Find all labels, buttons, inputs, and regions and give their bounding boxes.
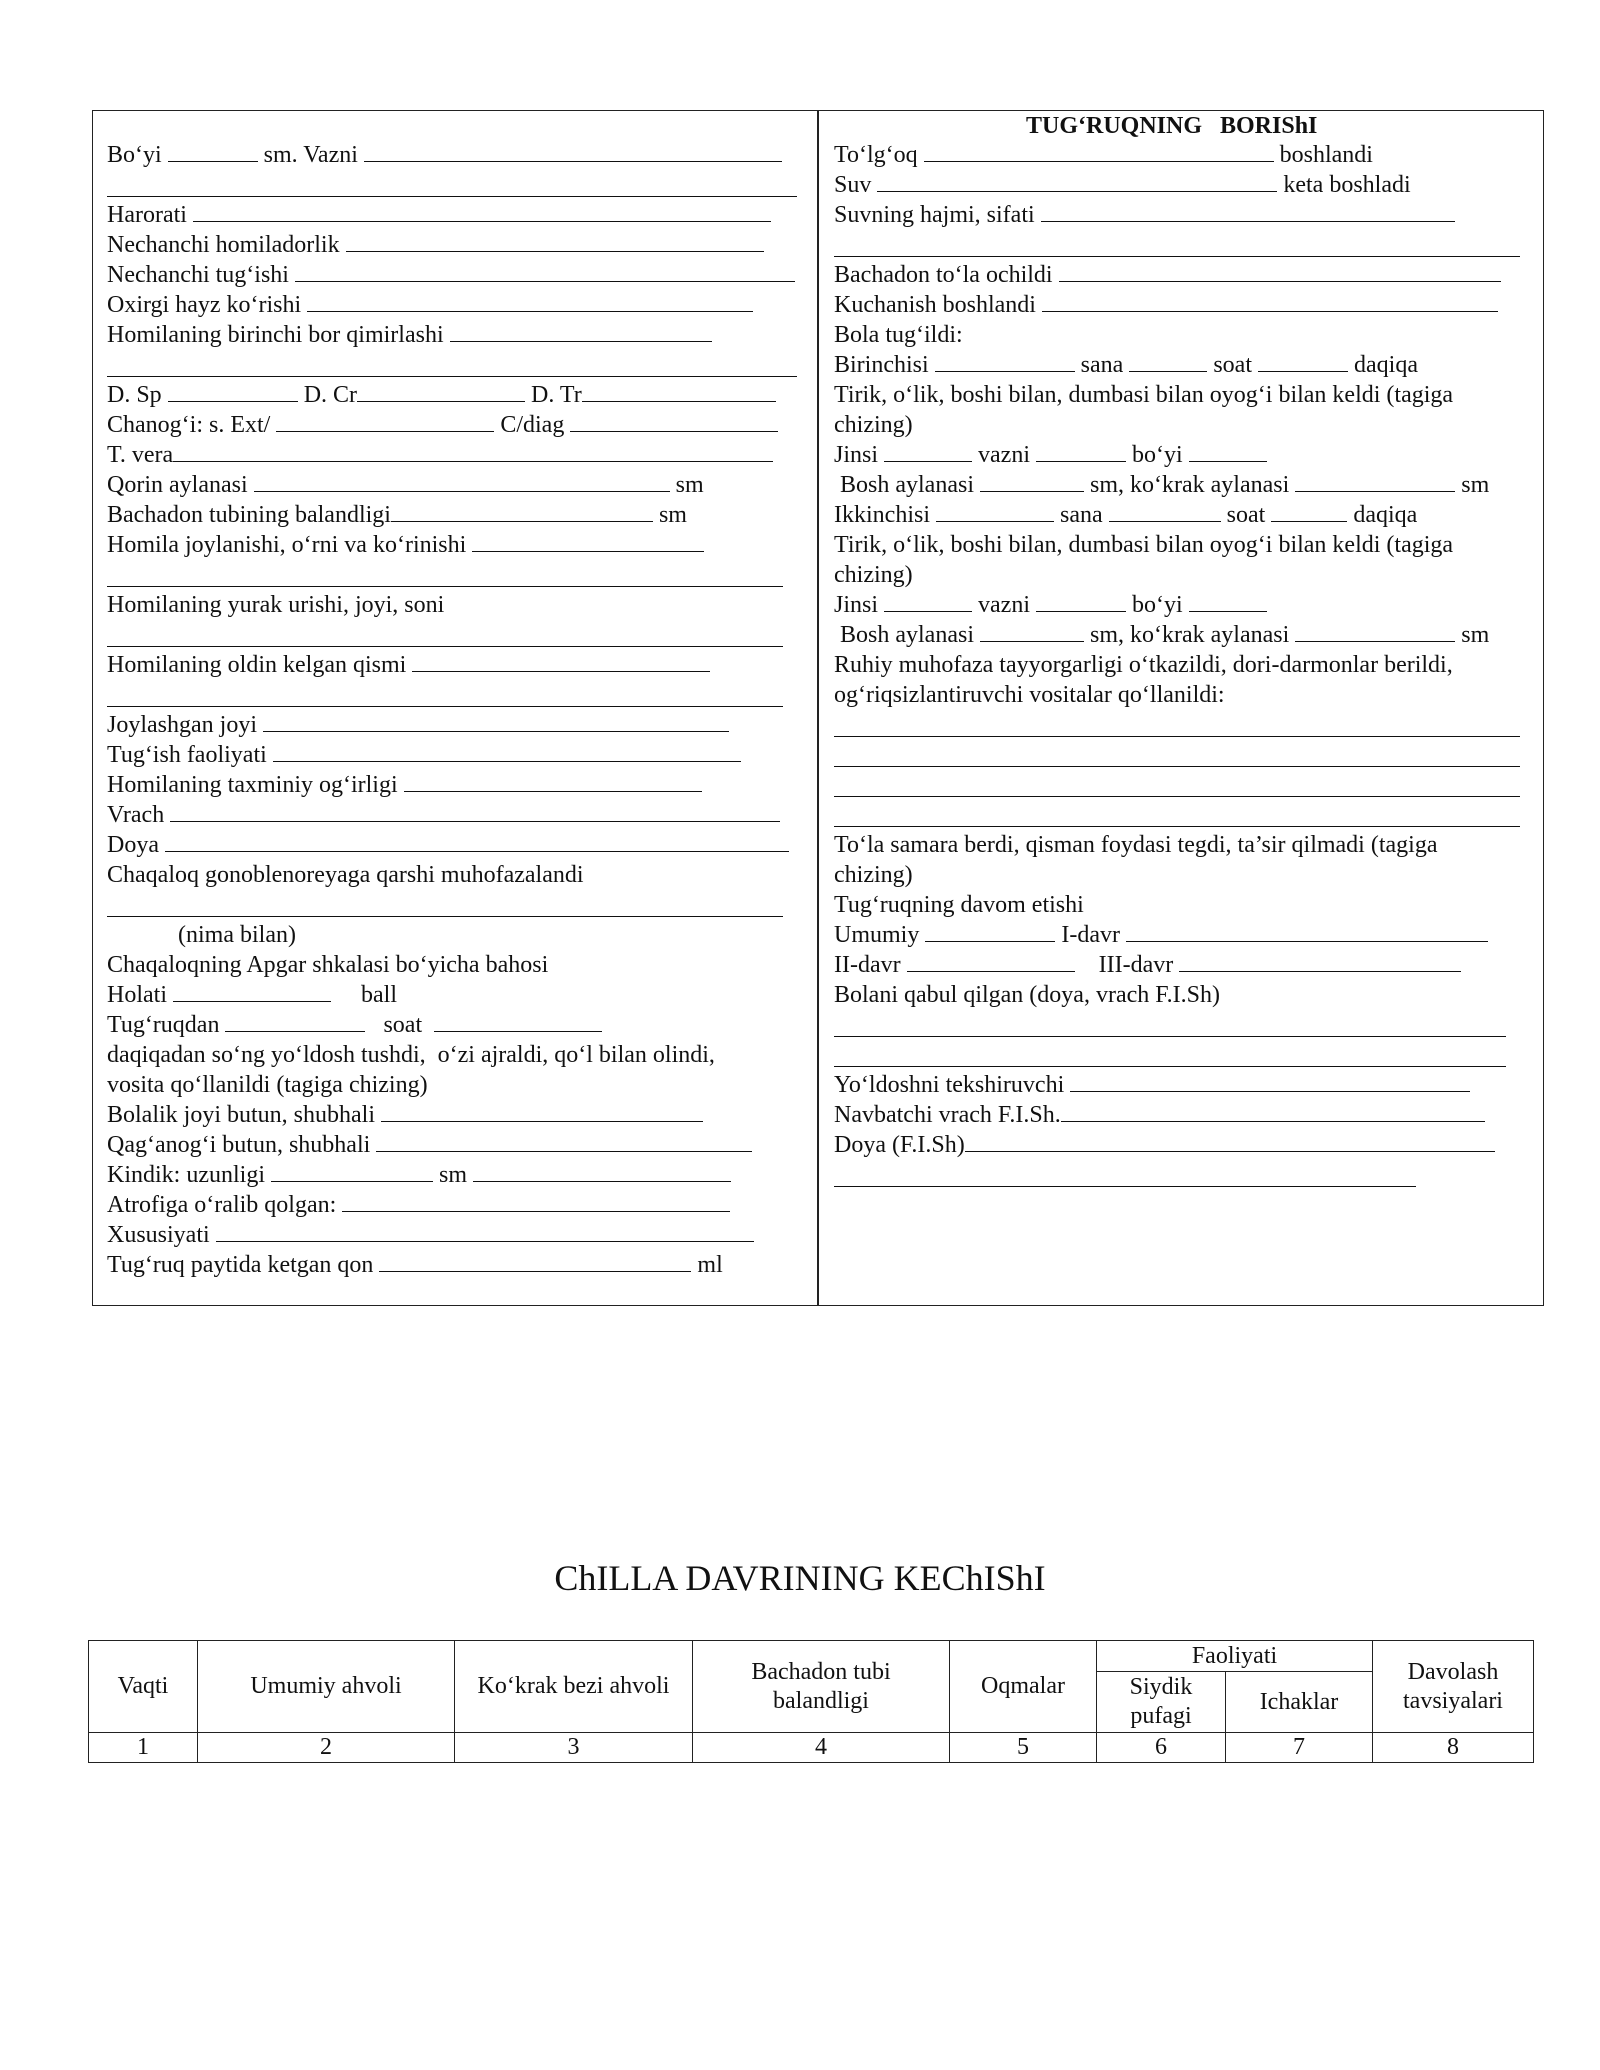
last-period-field[interactable]	[307, 293, 753, 312]
d-cr-field[interactable]	[357, 383, 525, 402]
presenting-part-field[interactable]	[412, 653, 710, 672]
membranes-row: Qag‘anog‘i butun, shubhali	[107, 1130, 752, 1160]
second-hour-field[interactable]	[1109, 503, 1221, 522]
second-date-field[interactable]	[936, 503, 1054, 522]
pelvis-ext-row: Chanog‘i: s. Ext/ C/diag	[107, 410, 778, 440]
child-born-label: Bola tug‘ildi:	[834, 322, 963, 348]
entangled-field[interactable]	[342, 1193, 730, 1212]
abdomen-field[interactable]	[254, 473, 670, 492]
column-number: 3	[455, 1733, 693, 1763]
blank-line[interactable]	[107, 376, 797, 377]
header-time: Vaqti	[89, 1641, 198, 1733]
midwife-row: Doya	[107, 830, 789, 860]
first-date-field[interactable]	[935, 353, 1075, 372]
stage2-stage3-row: II-davr III-davr	[834, 950, 1461, 980]
water-row: Suv keta boshladi	[834, 172, 1411, 198]
gonoblenorrhea-label: Chaqaloq gonoblenoreyaga qarshi muhofazalandi	[107, 862, 584, 888]
cord-extra-field[interactable]	[473, 1163, 731, 1182]
header-breast-state: Ko‘krak bezi ahvoli	[455, 1641, 693, 1733]
underline-note: chizing)	[834, 862, 913, 888]
blank-line[interactable]	[834, 796, 1520, 797]
first-sex-row: Jinsi vazni bo‘yi	[834, 440, 1267, 470]
duty-doctor-row: Navbatchi vrach F.I.Sh.	[834, 1100, 1485, 1130]
blank-line[interactable]	[107, 706, 783, 707]
blank-line[interactable]	[834, 826, 1520, 827]
birth-number-field[interactable]	[295, 263, 795, 282]
first-head-row: Bosh aylanasi sm, ko‘krak aylanasi sm	[840, 472, 1490, 498]
blank-line[interactable]	[107, 586, 783, 587]
hours-field[interactable]	[434, 1013, 602, 1032]
header-bowels: Ichaklar	[1226, 1672, 1373, 1733]
blank-line[interactable]	[107, 646, 783, 647]
blank-line[interactable]	[107, 196, 797, 197]
cord-length-field[interactable]	[271, 1163, 433, 1182]
dilation-field[interactable]	[1059, 263, 1501, 282]
blank-line[interactable]	[834, 1066, 1506, 1067]
second-weight-field[interactable]	[1036, 593, 1126, 612]
dilation-row: Bachadon to‘la ochildi	[834, 260, 1501, 290]
first-weight-field[interactable]	[1036, 443, 1126, 462]
features-row: Xususiyati	[107, 1220, 754, 1250]
midwife-name-field[interactable]	[965, 1133, 1495, 1152]
fetal-weight-row: Homilaning taxminiy og‘irligi	[107, 770, 702, 800]
header-discharge: Oqmalar	[950, 1641, 1097, 1733]
fetus-position-field[interactable]	[472, 533, 704, 552]
presenting-part-row: Homilaning oldin kelgan qismi	[107, 650, 710, 680]
temperature-field[interactable]	[193, 203, 771, 222]
postpartum-title: ChILLA DAVRINING KEChIShI	[554, 1558, 1046, 1598]
blood-loss-field[interactable]	[379, 1253, 691, 1272]
pelvis-d-row: D. Sp D. Cr D. Tr	[107, 380, 776, 410]
header-bladder: Siydik pufagi	[1097, 1672, 1226, 1733]
doctor-row: Vrach	[107, 800, 780, 830]
second-child-row: Ikkinchisi sana soat daqiqa	[834, 502, 1418, 528]
ext-field[interactable]	[276, 413, 494, 432]
header-general-state: Umumiy ahvoli	[198, 1641, 455, 1733]
labor-course-title: TUG‘RUQNING BORIShI	[1026, 113, 1318, 139]
blank-line[interactable]	[834, 766, 1520, 767]
blank-line[interactable]	[834, 256, 1520, 257]
column-number: 4	[693, 1733, 950, 1763]
column-number: 8	[1373, 1733, 1534, 1763]
fetus-position-row: Homila joylanishi, o‘rni va ko‘rinishi	[107, 530, 704, 560]
water-volume-row: Suvning hajmi, sifati	[834, 200, 1455, 230]
first-child-row: Birinchisi sana soat daqiqa	[834, 352, 1418, 378]
after-birth-row: Tug‘ruqdan soat	[107, 1010, 602, 1040]
last-period-row: Oxirgi hayz ko‘rishi	[107, 290, 753, 320]
t-vera-field[interactable]	[173, 443, 773, 462]
blank-line[interactable]	[834, 1186, 1416, 1187]
analgesia-text: og‘riqsizlantiruvchi vositalar qo‘llanildi:	[834, 682, 1225, 708]
placenta-intact-field[interactable]	[381, 1103, 703, 1122]
first-movement-field[interactable]	[450, 323, 712, 342]
second-height-field[interactable]	[1189, 593, 1267, 612]
total-stage1-row: Umumiy I-davr	[834, 920, 1488, 950]
midwife-field[interactable]	[165, 833, 789, 852]
blood-loss-row: Tug‘ruq paytida ketgan qon ml	[107, 1252, 723, 1278]
labor-activity-row: Tug‘ish faoliyati	[107, 740, 741, 770]
heartbeat-label: Homilaning yurak urishi, joyi, soni	[107, 592, 445, 618]
first-minute-field[interactable]	[1258, 353, 1348, 372]
underline-note: chizing)	[834, 562, 913, 588]
second-chest-field[interactable]	[1295, 623, 1455, 642]
location-row: Joylashgan joyi	[107, 710, 729, 740]
first-movement-row: Homilaning birinchi bor qimirlashi	[107, 320, 712, 350]
first-sex-field[interactable]	[884, 443, 972, 462]
d-sp-field[interactable]	[168, 383, 298, 402]
stage3-field[interactable]	[1179, 953, 1461, 972]
labor-activity-field[interactable]	[273, 743, 741, 762]
column-number: 5	[950, 1733, 1097, 1763]
psycho-prep-text: Ruhiy muhofaza tayyorgarligi o‘tkazildi, dori-darmonlar berildi,	[834, 652, 1453, 678]
blank-line[interactable]	[834, 736, 1520, 737]
effect-text: To‘la samara berdi, qisman foydasi tegdi, ta’sir qilmadi (tagiga	[834, 832, 1438, 858]
received-by-label: Bolani qabul qilgan (doya, vrach F.I.Sh)	[834, 982, 1221, 1008]
contractions-field[interactable]	[924, 143, 1274, 162]
underline-note: chizing)	[834, 412, 913, 438]
state-field[interactable]	[173, 983, 331, 1002]
cord-length-row: Kindik: uzunligi sm	[107, 1160, 731, 1190]
water-field[interactable]	[877, 173, 1277, 192]
header-activity: Faoliyati	[1097, 1641, 1373, 1672]
membranes-field[interactable]	[376, 1133, 752, 1152]
blank-line[interactable]	[834, 1036, 1506, 1037]
column-number: 7	[1226, 1733, 1373, 1763]
placenta-examiner-row: Yo‘ldoshni tekshiruvchi	[834, 1070, 1470, 1100]
contractions-row: To‘lg‘oq boshlandi	[834, 142, 1373, 168]
labor-duration-label: Tug‘ruqning davom etishi	[834, 892, 1084, 918]
placenta-text: daqiqadan so‘ng yo‘ldosh tushdi, o‘zi ajraldi, qo‘l bilan olindi,	[107, 1042, 715, 1068]
column-number: 6	[1097, 1733, 1226, 1763]
first-head-field[interactable]	[980, 473, 1084, 492]
state-row: Holati ball	[107, 982, 397, 1008]
blank-line[interactable]	[107, 916, 783, 917]
second-head-field[interactable]	[980, 623, 1084, 642]
placenta-intact-row: Bolalik joyi butun, shubhali	[107, 1100, 703, 1130]
second-head-row: Bosh aylanasi sm, ko‘krak aylanasi sm	[840, 622, 1490, 648]
pushing-row: Kuchanish boshlandi	[834, 290, 1498, 320]
column-number: 1	[89, 1733, 198, 1763]
second-minute-field[interactable]	[1271, 503, 1347, 522]
doctor-field[interactable]	[170, 803, 780, 822]
weight-field[interactable]	[364, 143, 782, 162]
first-chest-field[interactable]	[1295, 473, 1455, 492]
water-volume-field[interactable]	[1041, 203, 1455, 222]
placenta-examiner-field[interactable]	[1070, 1073, 1470, 1092]
postpartum-table	[88, 1640, 1534, 1763]
second-presentation-text: Tirik, o‘lik, boshi bilan, dumbasi bilan oyog‘i bilan keldi (tagiga	[834, 532, 1454, 558]
pushing-field[interactable]	[1042, 293, 1498, 312]
fetal-weight-field[interactable]	[404, 773, 702, 792]
first-hour-field[interactable]	[1129, 353, 1207, 372]
stage1-field[interactable]	[1126, 923, 1488, 942]
entangled-row: Atrofiga o‘ralib qolgan:	[107, 1190, 730, 1220]
column-number: 2	[198, 1733, 455, 1763]
uterus-height-field[interactable]	[391, 503, 653, 522]
with-what-label: (nima bilan)	[178, 922, 296, 948]
second-sex-field[interactable]	[884, 593, 972, 612]
abdomen-row: Qorin aylanasi sm	[107, 472, 704, 498]
instrument-text: vosita qo‘llanildi (tagiga chizing)	[107, 1072, 428, 1098]
t-vera-row: T. vera	[107, 440, 773, 470]
first-height-field[interactable]	[1189, 443, 1267, 462]
stage2-field[interactable]	[907, 953, 1075, 972]
column-divider	[817, 110, 819, 1306]
features-field[interactable]	[216, 1223, 754, 1242]
pregnancy-number-row: Nechanchi homiladorlik	[107, 230, 764, 260]
height-weight-row: Bo‘yi sm. Vazni	[107, 140, 782, 170]
pregnancy-number-field[interactable]	[346, 233, 764, 252]
header-treatment: Davolash tavsiyalari	[1373, 1641, 1534, 1733]
after-birth-field[interactable]	[225, 1013, 365, 1032]
second-sex-row: Jinsi vazni bo‘yi	[834, 590, 1267, 620]
d-tr-field[interactable]	[582, 383, 776, 402]
temperature-row: Harorati	[107, 200, 771, 230]
apgar-label: Chaqaloqning Apgar shkalasi bo‘yicha bahosi	[107, 952, 549, 978]
cdiag-field[interactable]	[570, 413, 778, 432]
uterus-height-row: Bachadon tubining balandligi sm	[107, 502, 687, 528]
location-field[interactable]	[263, 713, 729, 732]
midwife-name-row: Doya (F.I.Sh)	[834, 1130, 1495, 1160]
first-presentation-text: Tirik, o‘lik, boshi bilan, dumbasi bilan oyog‘i bilan keldi (tagiga	[834, 382, 1454, 408]
total-duration-field[interactable]	[925, 923, 1055, 942]
birth-number-row: Nechanchi tug‘ishi	[107, 260, 795, 290]
header-uterus-height: Bachadon tubi balandligi	[693, 1641, 950, 1733]
duty-doctor-field[interactable]	[1061, 1103, 1485, 1122]
height-field[interactable]	[168, 143, 258, 162]
